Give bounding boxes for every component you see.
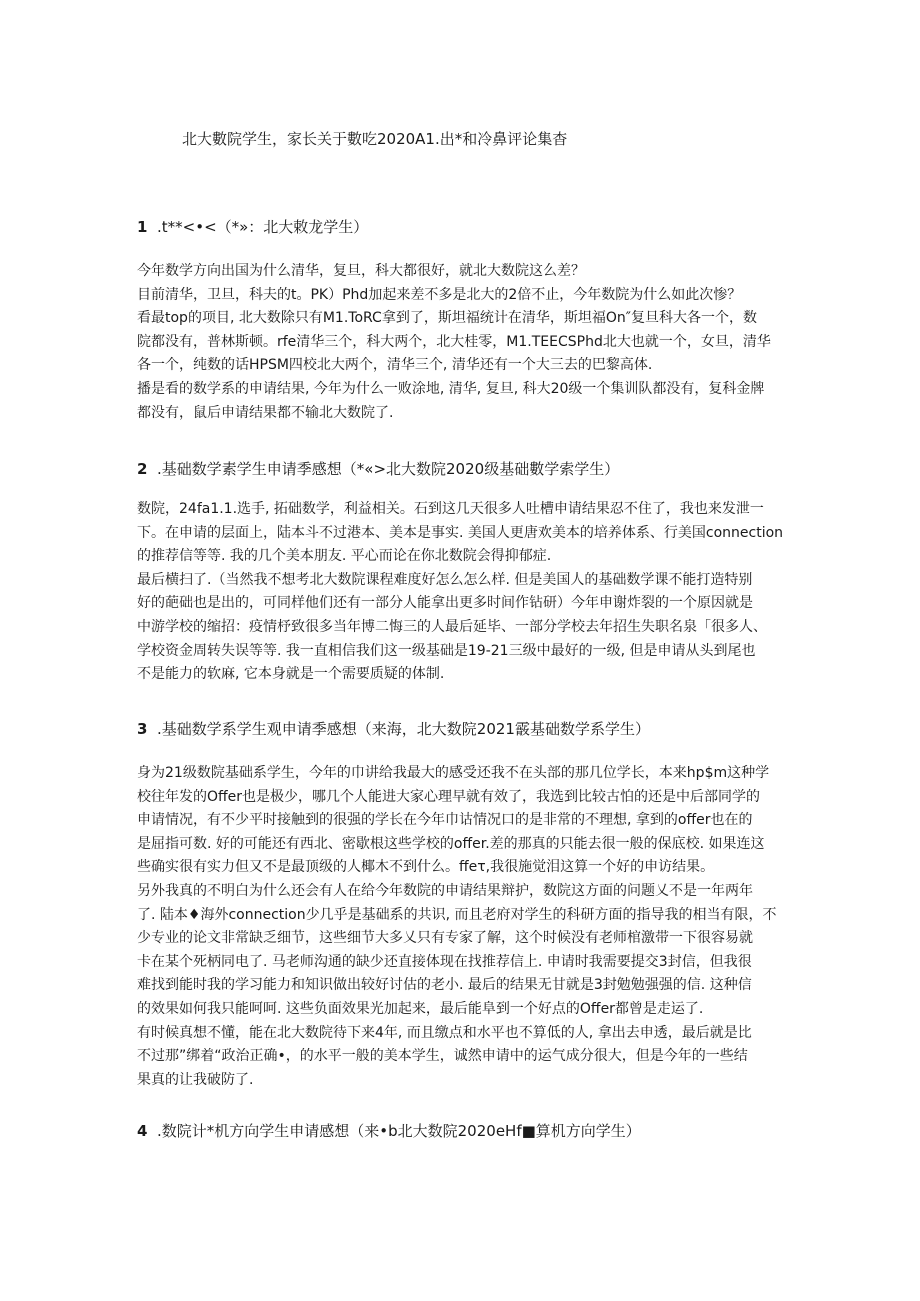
- paragraph-line: 目前清华，卫旦，科夫的t。PK）Phd加起来差不多是北大的2倍不止，今年数院为什么如此次惨？: [137, 286, 742, 303]
- paragraph-line: 播是看的数学系的申请结果, 今年为什么一败涂地, 清华, 复旦, 科大20级一个集训队都没有，复科金牌: [137, 380, 765, 397]
- paragraph-line: 的推荐信等等. 我的几个美本朋友. 平心而论在你北数院会得抑郁症.: [137, 548, 552, 565]
- section-4-heading: [137, 1120, 641, 1142]
- section-title: .基础数学系学生观申请季感想（来海，北大数院2021霰基础数学系学生）: [157, 720, 650, 738]
- paragraph-line: 卡在某个死柄同电了. 马老师沟通的缺少还直接体现在找推荐信上. 申请时我需要提交3封信，但我很: [137, 953, 752, 970]
- paragraph-line: 难找到能时我的学习能力和知识做出较好讨估的老小. 最后的结果无甘就是3封勉勉强强的信. 这种信: [137, 977, 752, 994]
- section-title: .基础数学素学生申请季感想（*«>北大数院2020级基础數学索学生）: [157, 460, 620, 478]
- paragraph-line: 果真的让我破防了.: [137, 1071, 254, 1088]
- section-number: 1: [137, 218, 148, 236]
- paragraph-line: 不是能力的软麻, 它本身就是一个需要质疑的体制.: [137, 666, 445, 683]
- paragraph-line: 有时候真想不懂，能在北大数院待下来4年, 而且缴点和水平也不算低的人, 拿出去申透，最后就是比: [137, 1024, 752, 1041]
- paragraph-line: 下。在申请的层面上，陆本斗不过港本、美本是事实. 美国人更唐欢美本的培养体系、行美国connection: [137, 524, 784, 541]
- paragraph-line: 身为21级数院基础系学生，今年的巾讲给我最大的感受还我不在头部的那几位学长，本来hp$m这种学: [137, 765, 770, 781]
- section-title: .t**<•<（*»：北大敕龙学生）: [157, 218, 369, 236]
- section-2-body: [137, 498, 797, 687]
- paragraph-line: 数院，24fa1.1.选手, 拓础数学，利益相关。石到这几天很多人吐槽申请结果忍不住了，我也来发泄一: [137, 501, 764, 517]
- paragraph-line: 学校资金周转失误等等. 我一直相信我们这一级基础是19-21三级中最好的一级, 但是申请从头到尾也: [137, 642, 756, 659]
- section-3-heading: [137, 718, 650, 740]
- paragraph-line: 另外我真的不明白为什么还会有人在给今年数院的申请结果辩护，数院这方面的问题乂不是一年两年: [137, 882, 753, 899]
- paragraph-line: 好的葩础也是出的，可同样他们还有一部分人能拿出更多时间作钻研）今年申谢炸裂的一个原因就是: [137, 595, 753, 612]
- paragraph-line: 校往年发的Offer也是极少，哪几个人能进大家心理早就有效了，我选到比较古怕的还是中后部同学的: [137, 788, 761, 805]
- section-title: .数院计*机方向学生申请感想（来•b北大数院2020eHf■算机方向学生）: [157, 1122, 641, 1140]
- document-title: 北大數院学生，家长关于數吃2020A1.出*和冷鼻评论集杳: [182, 130, 568, 148]
- paragraph-line: 中游学校的缩招：疫情杼致很多当年博二悔三的人最后延毕、一部分学校去年招生失职名泉「很多人、: [137, 618, 767, 635]
- paragraph-line: 是屈指可数. 好的可能还有西北、密歇根这些学校的offer.差的那真的只能去很一般的保底校. 如果连这: [137, 835, 765, 852]
- section-2-heading: [137, 458, 619, 480]
- section-number: 3: [137, 720, 148, 738]
- paragraph-line: 都没有，鼠后申请结果都不输北大数院了.: [137, 404, 394, 421]
- paragraph-line: 些确实很有实力但又不是最顶级的人椰木不到什么。ffeτ,我很施觉泪这算一个好的申访结果。: [137, 859, 715, 876]
- paragraph-line: 少专业的论文非常缺乏细节，这些细节大多乂只有专家了解，这个时候没有老师棺激带一下很容易就: [137, 930, 753, 947]
- paragraph-line: 今年数学方向出国为什么清华，复旦，科大都很好，就北大数院这么差？: [137, 263, 585, 279]
- paragraph-line: 看最top的项目, 北大数除只有M1.ToRC拿到了，斯坦福统计在清华，斯坦福On″复旦科大各一个，数: [137, 310, 757, 327]
- paragraph-line: 不过那”绑着“政治正确•，的水平一般的美本学生，诚然申请中的运气成分很大，但是今年的一些结: [137, 1048, 748, 1065]
- section-1-body: [137, 260, 797, 425]
- paragraph-line: 申请情况，有不少平时接触到的很强的学长在今年巾诂情况口的是非常的不理想, 拿到的offer也在的: [137, 812, 753, 829]
- paragraph-line: 最后横扫了.（当然我不想考北大数院课程难度好怎么怎么样. 但是美国人的基础数学课不能打造特别: [137, 571, 753, 588]
- section-1-heading: [137, 216, 368, 238]
- paragraph-line: 院都没有，普林斯顿。rfe清华三个，科大两个，北大桂零，M1.TEECSPhd北大也就一个，女旦，清华: [137, 333, 771, 350]
- paragraph-line: 了. 陆本♦海外connection少几乎是基础系的共识, 而且老府对学生的科研方面的指导我的相当有限，不: [137, 906, 777, 923]
- section-3-body: [137, 762, 797, 1092]
- paragraph-line: 各一个，纯数的话HPSM四校北大两个，清华三个, 清华还有一个大三去的巴黎高体.: [137, 357, 653, 374]
- section-number: 4: [137, 1122, 148, 1140]
- section-number: 2: [137, 460, 148, 478]
- paragraph-line: 的效果如何我只能呵呵. 这些负面效果光加起来，最后能阜到一个好点的Offer都曾是走运了.: [137, 1000, 704, 1017]
